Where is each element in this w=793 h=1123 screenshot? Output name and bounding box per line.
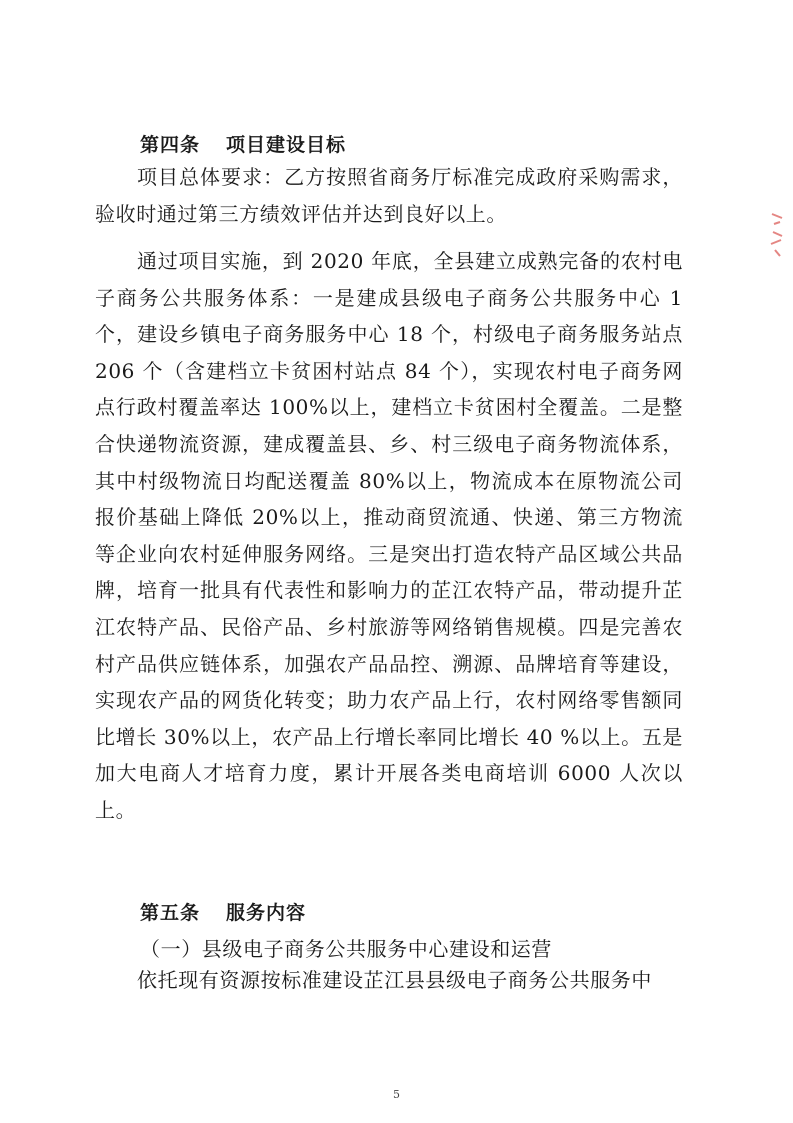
article5-heading <box>140 898 306 925</box>
article5-number: 第五条 <box>140 902 201 924</box>
article5-title: 服务内容 <box>226 902 307 924</box>
article4-number: 第四条 <box>140 134 201 156</box>
seal-edge-mark <box>768 210 786 260</box>
article5-subsection-1: （一）县级电子商务公共服务中心建设和运营 <box>140 937 552 961</box>
article4-paragraph-2: 通过项目实施，到 2020 年底，全县建立成熟完备的农村电子商务公共服务体系：一是建成县级电子商务公共服务中心 1 个，建设乡镇电子商务服务中心 18 个，村级电子商务服务站点 206 个（含建档立卡贫困村站点 84 个），实现农村电子商务网点行政村覆盖率达 100%以上，建档立卡贫困村全覆盖。二是整合快递物流资源，建成覆盖县、乡、村三级电子商务物流体系，其中村级物流日均配送覆盖 80%以上，物流成本在原物流公司报价基础上降低 20%以上，推动商贸流通、快递、第三方物流等企业向农村延伸服务网络。三是突出打造农特产品区域公共品牌，培育一批具有代表性和影响力的芷江农特产品，带动提升芷江农特产品、民俗产品、乡村旅游等网络销售规模。四是完善农村产品供应链体系，加强农产品品控、溯源、品牌培育等建设，实现农产品的网货化转变；助力农产品上行，农村网络零售额同比增长 30%以上，农产品上行增长率同比增长 40 %以上。五是加大电商人才培育力度，累计开展各类电商培训 6000 人次以上。 <box>95 249 683 822</box>
article5-paragraph-1: 依托现有资源按标准建设芷江县县级电子商务公共服务中 <box>137 968 652 992</box>
page-number: 5 <box>393 1088 400 1101</box>
article4-paragraph-1: 项目总体要求：乙方按照省商务厅标准完成政府采购需求，验收时通过第三方绩效评估并达到良好以上。 <box>95 165 683 226</box>
article4-title: 项目建设目标 <box>226 134 347 156</box>
article4-heading <box>140 130 346 157</box>
